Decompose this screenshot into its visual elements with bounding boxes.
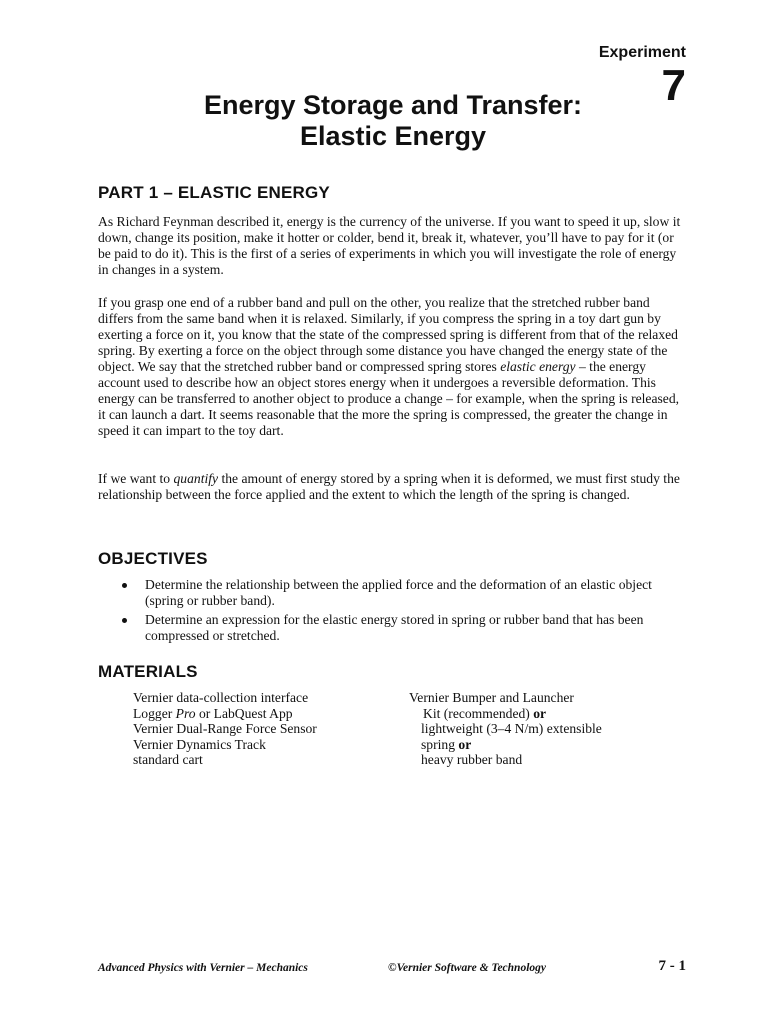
material-item: Vernier Dynamics Track xyxy=(133,736,266,752)
text-run: Kit (recommended) xyxy=(423,705,534,721)
material-item: lightweight (3–4 N/m) extensible xyxy=(421,721,602,737)
title-line-2: Elastic Energy xyxy=(299,121,487,151)
materials-right-column xyxy=(409,690,602,768)
footer-book-title: Advanced Physics with Vernier – Mechanics xyxy=(98,962,308,974)
emphasis-or: or xyxy=(533,705,547,721)
objective-item xyxy=(98,577,688,609)
title-line-1: Energy Storage and Transfer: xyxy=(203,90,583,120)
emphasis-quantify: quantify xyxy=(173,471,219,486)
objective-text: Determine the relationship between the applied force and the deformation of an elastic object (spring or rubber band). xyxy=(145,577,652,608)
text-run: If we want to xyxy=(98,471,174,486)
text-run: spring xyxy=(421,736,459,752)
emphasis-elastic-energy: elastic energy xyxy=(500,359,576,374)
text-run: or LabQuest App xyxy=(195,705,293,721)
material-item xyxy=(133,706,317,722)
paragraph-quantify xyxy=(98,471,688,503)
material-item xyxy=(409,706,602,722)
materials-left-column xyxy=(133,690,317,768)
part1-heading: PART 1 – ELASTIC ENERGY xyxy=(98,183,330,202)
page-title xyxy=(0,90,768,152)
bullet-icon xyxy=(122,583,127,588)
text-run: Logger xyxy=(133,705,176,721)
materials-heading: MATERIALS xyxy=(98,662,198,681)
objective-item xyxy=(98,612,688,644)
experiment-label: Experiment xyxy=(598,44,686,61)
material-item: Vernier Bumper and Launcher xyxy=(409,690,574,705)
text-run: If you grasp one end of a rubber band and pull on the other, you realize that the stretched rubber band differs from the same band when it is relaxed. Similarly, if you compress the spring in a toy dart gun by exerting a force on it, you know that the state of the compressed spring is different from that of the relaxed spring. By exerting a force on the object through some distance you have changed the energy state of the object. We say that the stretched rubber band or compressed spring stores xyxy=(98,295,678,374)
paragraph-intro: As Richard Feynman described it, energy is the currency of the universe. If you want to speed it up, slow it down, change its position, make it hotter or colder, bend it, break it, whatever, you’ll have to pay for it (or be paid to do it). This is the first of a series of experiments in which you will investigate the role of energy in changes in a system. xyxy=(98,214,681,277)
footer-copyright: ©Vernier Software & Technology xyxy=(388,962,546,974)
objectives-heading: OBJECTIVES xyxy=(98,549,208,568)
material-item: heavy rubber band xyxy=(421,752,523,768)
material-item: Vernier data-collection interface xyxy=(133,690,309,705)
text-run: the amount of energy stored by a spring when it is deformed, we must first study the relationship between the force applied and the extent to which the length of the spring is changed. xyxy=(98,471,680,502)
emphasis-or: or xyxy=(458,736,472,752)
text-run: – the energy account used to describe how an object stores energy when it undergoes a reversible deformation. This energy can be transferred to another object to produce a change – for example, when the spring is released, it can launch a dart. It seems reasonable that the more the spring is compressed, the greater the change in speed it can impart to the toy dart. xyxy=(98,359,680,438)
bullet-icon xyxy=(122,618,127,623)
material-item: Vernier Dual-Range Force Sensor xyxy=(133,721,317,737)
experiment-number: 7 xyxy=(661,61,686,110)
objectives-list xyxy=(98,577,688,647)
objective-text: Determine an expression for the elastic energy stored in spring or rubber band that has been compressed or stretched. xyxy=(145,612,644,643)
material-item xyxy=(409,737,602,753)
emphasis-pro: Pro xyxy=(175,705,196,721)
page-number: 7 - 1 xyxy=(658,958,686,974)
paragraph-elastic-energy xyxy=(98,295,688,439)
material-item: standard cart xyxy=(133,752,203,768)
